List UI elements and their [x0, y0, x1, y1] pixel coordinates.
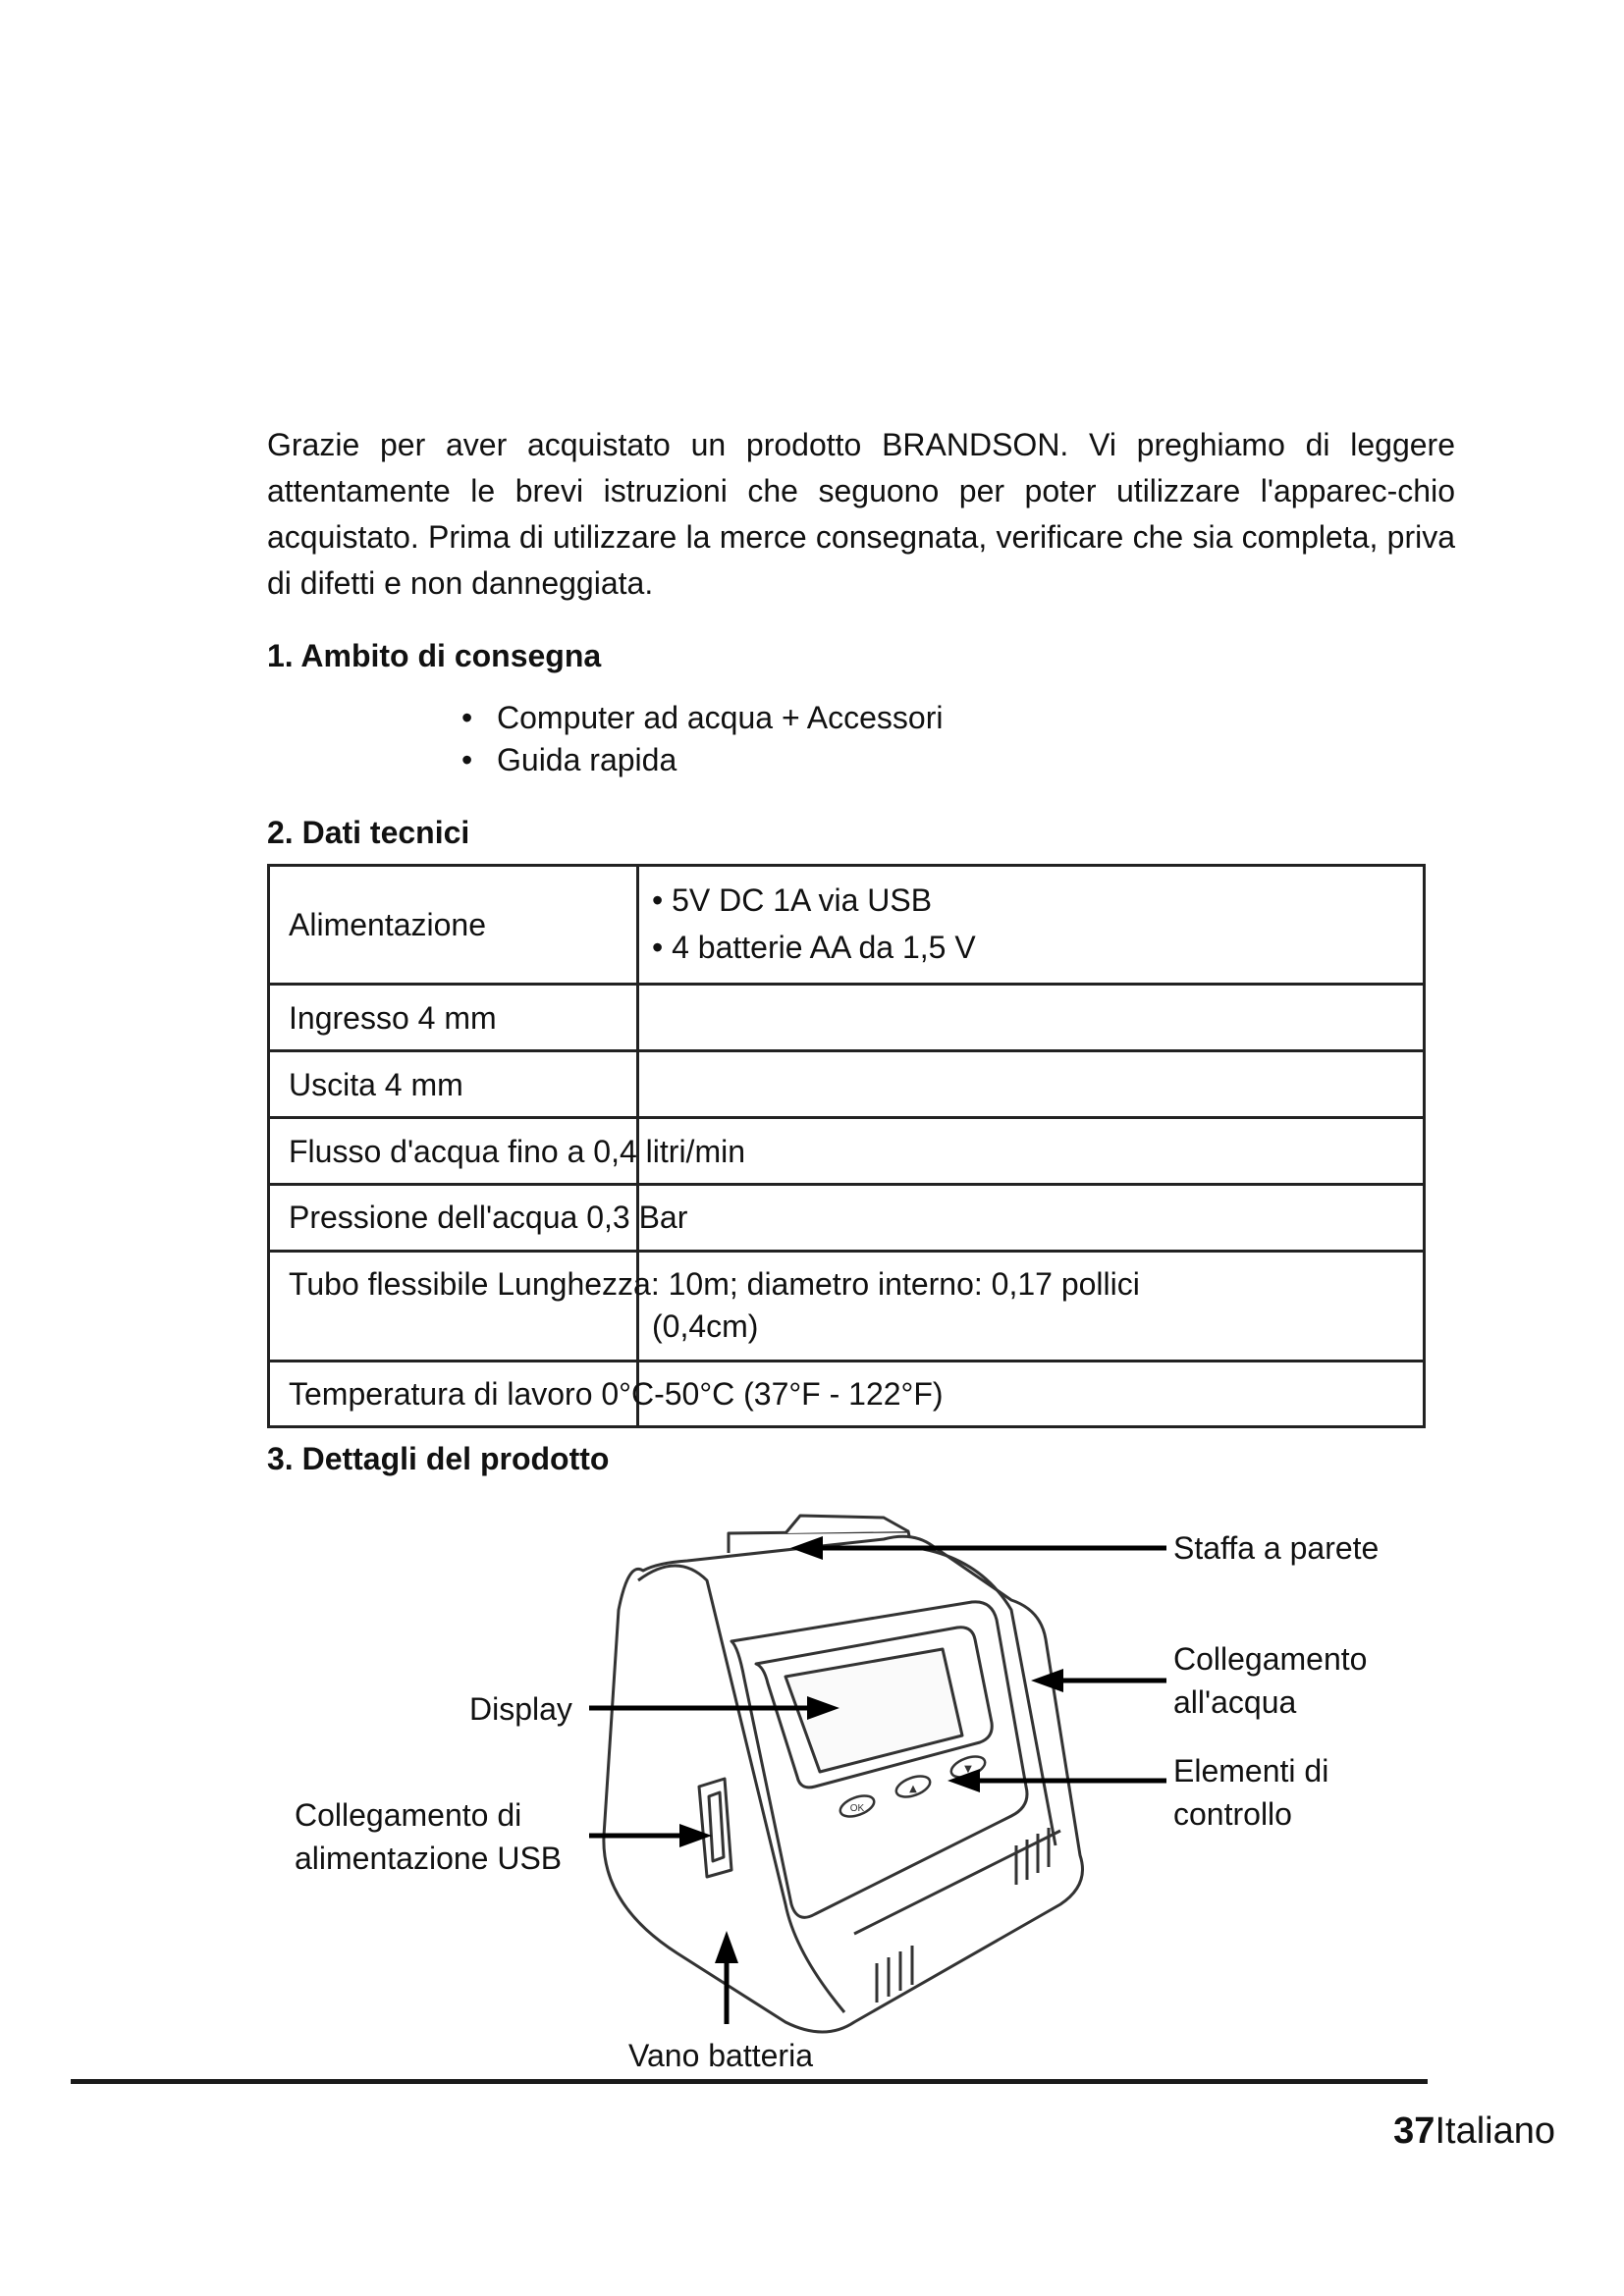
- label-battery-compartment: Vano batteria: [628, 2038, 813, 2073]
- label-usb-power: alimentazione USB: [295, 1841, 563, 1876]
- table-cell-value: • 5V DC 1A via USB: [652, 882, 933, 918]
- label-display: Display: [469, 1691, 572, 1727]
- list-item: • Guida rapida: [461, 739, 943, 781]
- list-item: • Computer ad acqua + Accessori: [461, 697, 943, 739]
- delivery-list: [461, 697, 943, 781]
- label-wall-bracket: Staffa a parete: [1173, 1530, 1380, 1566]
- table-cell-label: Uscita 4 mm: [289, 1067, 463, 1102]
- label-controls: controllo: [1173, 1796, 1292, 1832]
- ok-button-label: OK: [849, 1803, 865, 1814]
- product-diagram: [0, 1492, 1624, 2101]
- table-cell-label: Temperatura di lavoro 0°C-50°C (37°F - 122°F): [289, 1376, 944, 1412]
- page-number: [1393, 2110, 1555, 2153]
- page-language: Italiano: [1435, 2110, 1555, 2152]
- table-cell-label: Flusso d'acqua fino a 0,4 litri/min: [289, 1134, 745, 1169]
- label-usb-power: Collegamento di: [295, 1797, 522, 1833]
- section-heading-technical-data: 2. Dati tecnici: [267, 815, 470, 850]
- label-controls: Elementi di: [1173, 1753, 1329, 1789]
- intro-paragraph: Grazie per aver acquistato un prodotto BRANDSON. Vi preghiamo di leggere attentamente le brevi istruzioni che seguono per poter utilizzare l'apparec-chio acquistato. Prima di utilizzare la merce consegnata, verificare che sia completa, priva di difetti e non danneggiata.: [267, 427, 1455, 601]
- water-computer-illustration: [0, 1492, 1624, 2101]
- section-heading-delivery: 1. Ambito di consegna: [267, 638, 602, 673]
- down-button-label: ▼: [964, 1764, 972, 1775]
- up-button-label: ▲: [909, 1784, 917, 1794]
- table-cell-value: (0,4cm): [652, 1308, 759, 1344]
- table-cell-label: Pressione dell'acqua 0,3 Bar: [289, 1200, 688, 1235]
- table-cell-value: • 4 batterie AA da 1,5 V: [652, 930, 976, 965]
- page-number-value: 37: [1393, 2110, 1435, 2152]
- footer-rule: [71, 2079, 1428, 2084]
- technical-data-table: [267, 864, 1426, 1428]
- table-cell-label: Tubo flessibile Lunghezza: 10m; diametro interno: 0,17 pollici: [289, 1266, 1140, 1302]
- label-water-connection: all'acqua: [1173, 1684, 1297, 1720]
- table-cell-label: Alimentazione: [289, 907, 486, 942]
- table-cell-label: Ingresso 4 mm: [289, 1000, 497, 1036]
- label-water-connection: Collegamento: [1173, 1641, 1368, 1677]
- section-heading-product-details: 3. Dettagli del prodotto: [267, 1441, 610, 1476]
